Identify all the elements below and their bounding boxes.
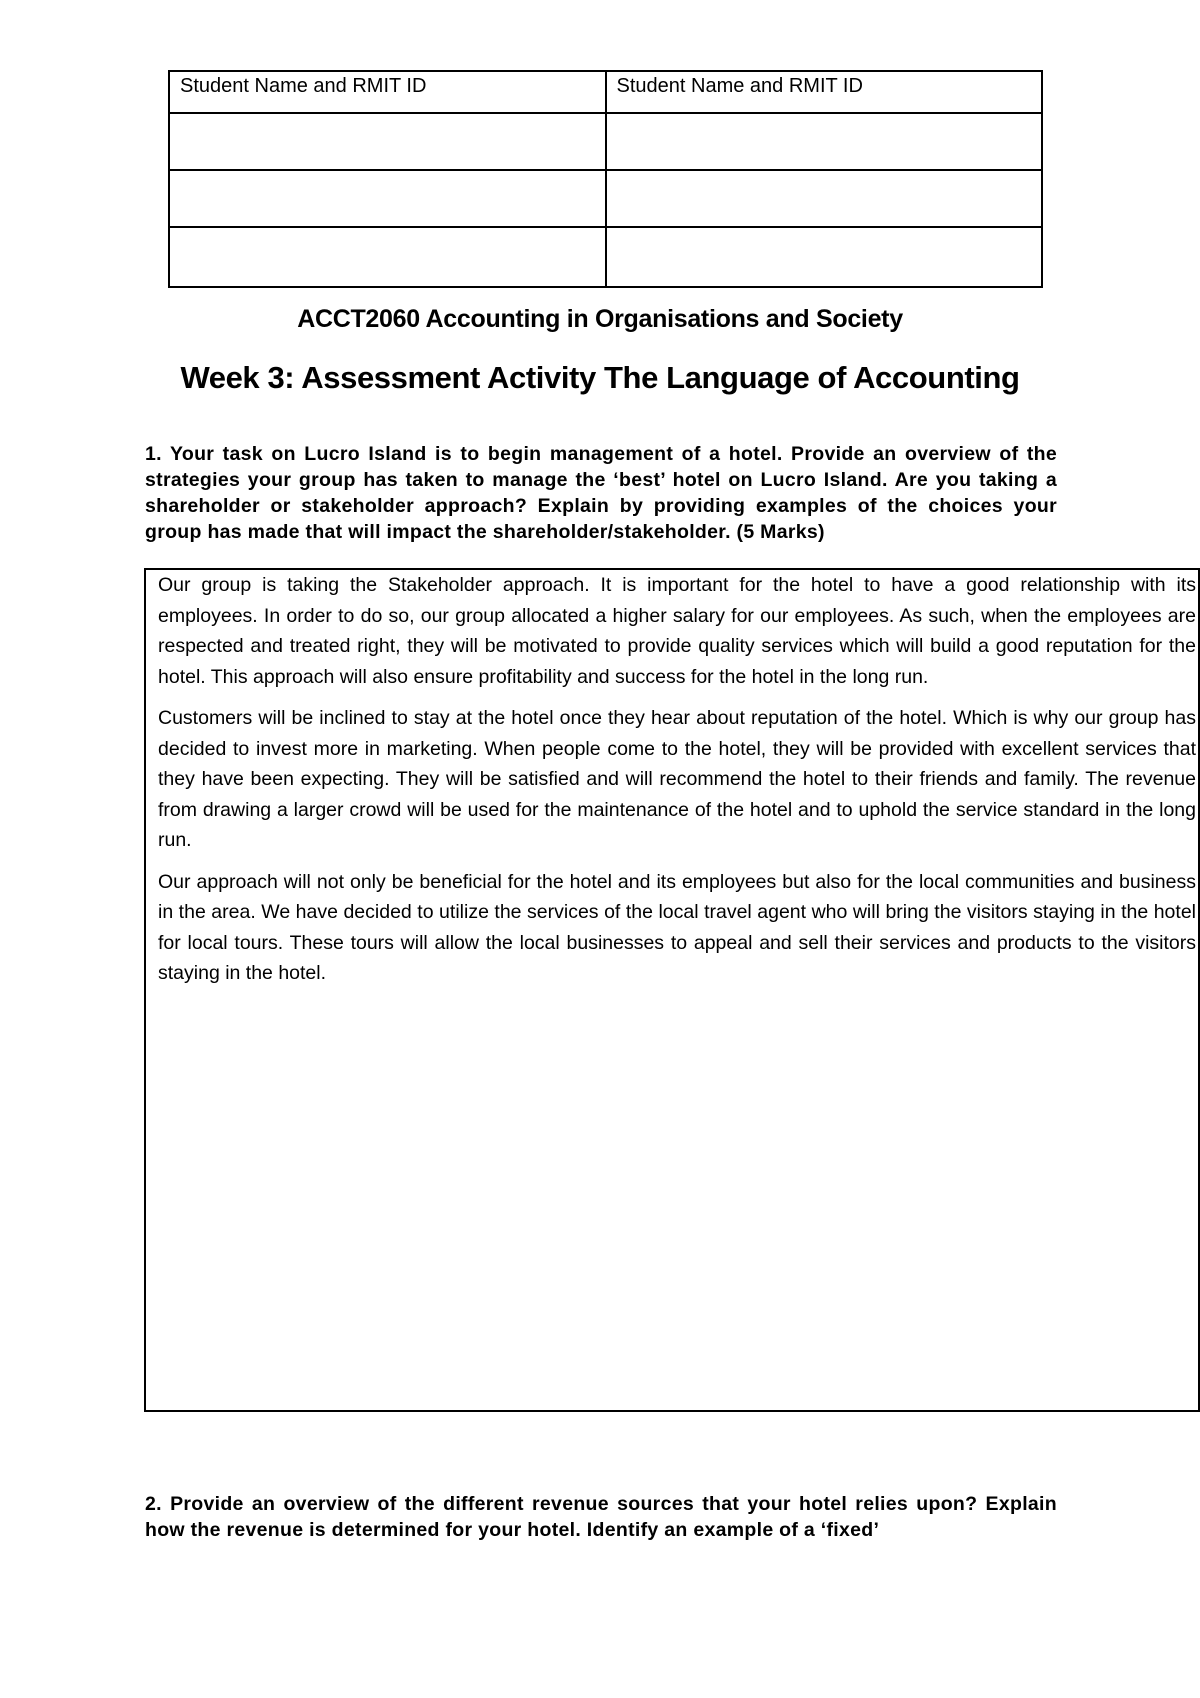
answer-paragraph: Customers will be inclined to stay at the hotel once they hear about reputation of the hotel. Which is why our group has decided to invest more in marketing. When people come to the hotel, they will be provided with excellent services that they have been expecting. They will be satisfied and will recommend the hotel to their friends and family. The revenue from drawing a larger crowd will be used for the maintenance of the hotel and to uphold the service standard in the long run. xyxy=(158,707,1196,851)
answer-text xyxy=(146,570,1198,989)
student-entry-cell[interactable] xyxy=(606,113,1043,170)
student-id-table xyxy=(168,70,1043,288)
student-entry-cell[interactable] xyxy=(169,227,606,287)
answer-paragraph: Our approach will not only be beneficial for the hotel and its employees but also for the local communities and business in the area. We have decided to utilize the services of the local travel agent who will bring the visitors staying in the hotel for local tours. These tours will allow the local businesses to appeal and sell their services and products to the visitors staying in the hotel. xyxy=(158,870,1196,984)
student-table-header-right: Student Name and RMIT ID xyxy=(606,71,1043,113)
student-entry-cell[interactable] xyxy=(606,227,1043,287)
student-table-header-row xyxy=(169,71,1042,113)
answer-paragraph: Our group is taking the Stakeholder approach. It is important for the hotel to have a good relationship with its employees. In order to do so, our group allocated a higher salary for our employees. As such, when the employees are respected and treated right, they will be motivated to provide quality services which will build a good reputation for the hotel. This approach will also ensure profitability and success for the hotel in the long run. xyxy=(158,574,1196,688)
student-entry-cell[interactable] xyxy=(169,113,606,170)
student-table-header-left: Student Name and RMIT ID xyxy=(169,71,606,113)
answer-box-question-1[interactable] xyxy=(144,568,1200,1412)
student-table-row xyxy=(169,170,1042,227)
student-entry-cell[interactable] xyxy=(169,170,606,227)
question-2: 2. Provide an overview of the different revenue sources that your hotel relies upon? Explain how the revenue is determined for your hotel. Identify an example of a ‘fixed’ xyxy=(145,1493,1057,1541)
student-table-row xyxy=(169,113,1042,170)
student-table-row xyxy=(169,227,1042,287)
course-title: ACCT2060 Accounting in Organisations and Society xyxy=(297,305,903,333)
question-1: 1. Your task on Lucro Island is to begin management of a hotel. Provide an overview of the strategies your group has taken to manage the ‘best’ hotel on Lucro Island. Are you taking a shareholder or stakeholder approach? Explain by providing examples of the choices your group has made that will impact the shareholder/stakeholder. (5 Marks) xyxy=(145,443,1057,543)
student-entry-cell[interactable] xyxy=(606,170,1043,227)
week-title: Week 3: Assessment Activity The Language of Accounting xyxy=(180,360,1020,395)
